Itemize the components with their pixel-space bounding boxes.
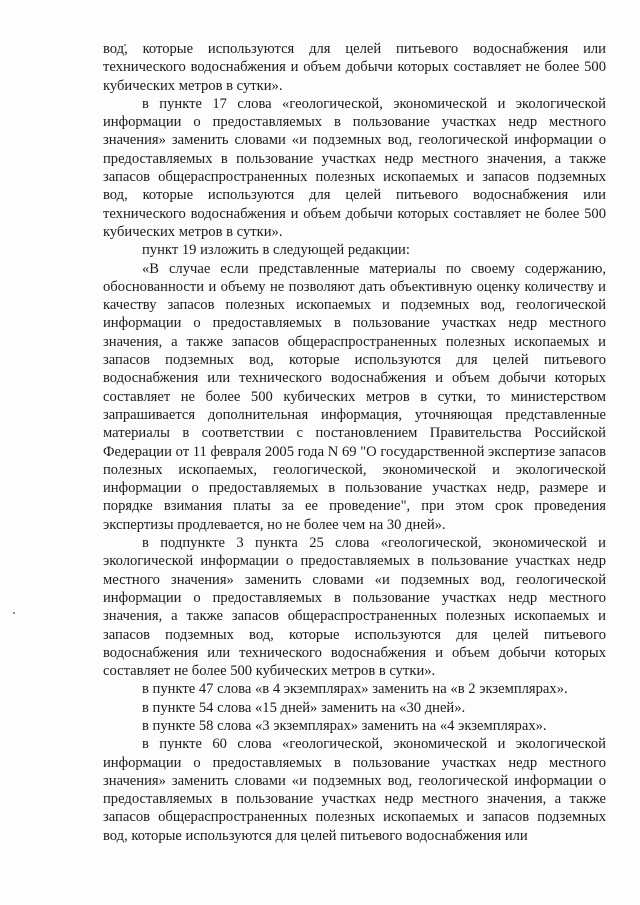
scan-speck bbox=[13, 612, 15, 614]
paragraph-continuation: вод, которые используются для целей питьевого водоснабжения или технического водоснабжения и объем добычи которых составляет не более 500 кубических метров в сутки». bbox=[103, 41, 606, 94]
paragraph-item-19-text: «В случае если представленные материалы по своему содержанию, обоснованности и объему не позволяют дать объективную оценку количеству и качеству запасов полезных ископаемых и подземных вод, геологической информации о предоставляемых в пользование участках недр местного значения, а также запасов общераспространенных полезных ископаемых и запасов подземных вод, которые используются для целей питьевого водоснабжения или технического водоснабжения и объем добычи которых составляет не более 500 кубических метров в сутки, то министерством запрашивается дополнительная информация, уточняющая представленные материалы в соответствии с постановлением Правительства Российской Федерации от 11 февраля 2005 года N 69 "О государственной экспертизе запасов полезных ископаемых, геологической, экономической и экологической информации о предоставляемых в пользование участках недр, размере и порядке взимания платы за ее проведение", при этом срок проведения экспертизы продлевается, но не более чем на 30 дней». bbox=[103, 260, 606, 533]
paragraph-item-58: в пункте 58 слова «3 экземплярах» заменить на «4 экземплярах». bbox=[142, 717, 547, 734]
paragraph-item-47: в пункте 47 слова «в 4 экземплярах» заменить на «в 2 экземплярах». bbox=[142, 681, 568, 698]
paragraph-item-54: в пункте 54 слова «15 дней» заменить на «30 дней». bbox=[142, 699, 466, 716]
document-body bbox=[103, 40, 606, 845]
paragraph-item-60: в пункте 60 слова «геологической, экономической и экологической информации о предоставляемых в пользование участках недр местного значения» заменить словами «и подземных вод, геологической информации о предоставляемых в пользование участках недр местного значения, а также запасов общераспространенных полезных ископаемых и запасов подземных вод, которые используются для целей питьевого водоснабжения или bbox=[103, 736, 606, 844]
paragraph-item-19-intro: пункт 19 изложить в следующей редакции: bbox=[142, 242, 410, 259]
paragraph-item-17: в пункте 17 слова «геологической, экономической и экологической информации о предоставляемых в пользование участках недр местного значения» заменить словами «и подземных вод, геологической информации о предоставляемых в пользование участках недр местного значения, а также запасов общераспространенных полезных ископаемых и запасов подземных вод, которые используются для целей питьевого водоснабжения или технического водоснабжения и объем добычи которых составляет не более 500 кубических метров в сутки». bbox=[103, 95, 606, 240]
paragraph-item-25: в подпункте 3 пункта 25 слова «геологической, экономической и экологической информации о предоставляемых в пользование участках недр местного значения» заменить словами «и подземных вод, геологической информации о предоставляемых в пользование участках недр местного значения, а также запасов общераспространенных полезных ископаемых и запасов подземных вод, которые используются для целей питьевого водоснабжения или технического водоснабжения и объем добычи которых составляет не более 500 кубических метров в сутки». bbox=[103, 535, 606, 680]
